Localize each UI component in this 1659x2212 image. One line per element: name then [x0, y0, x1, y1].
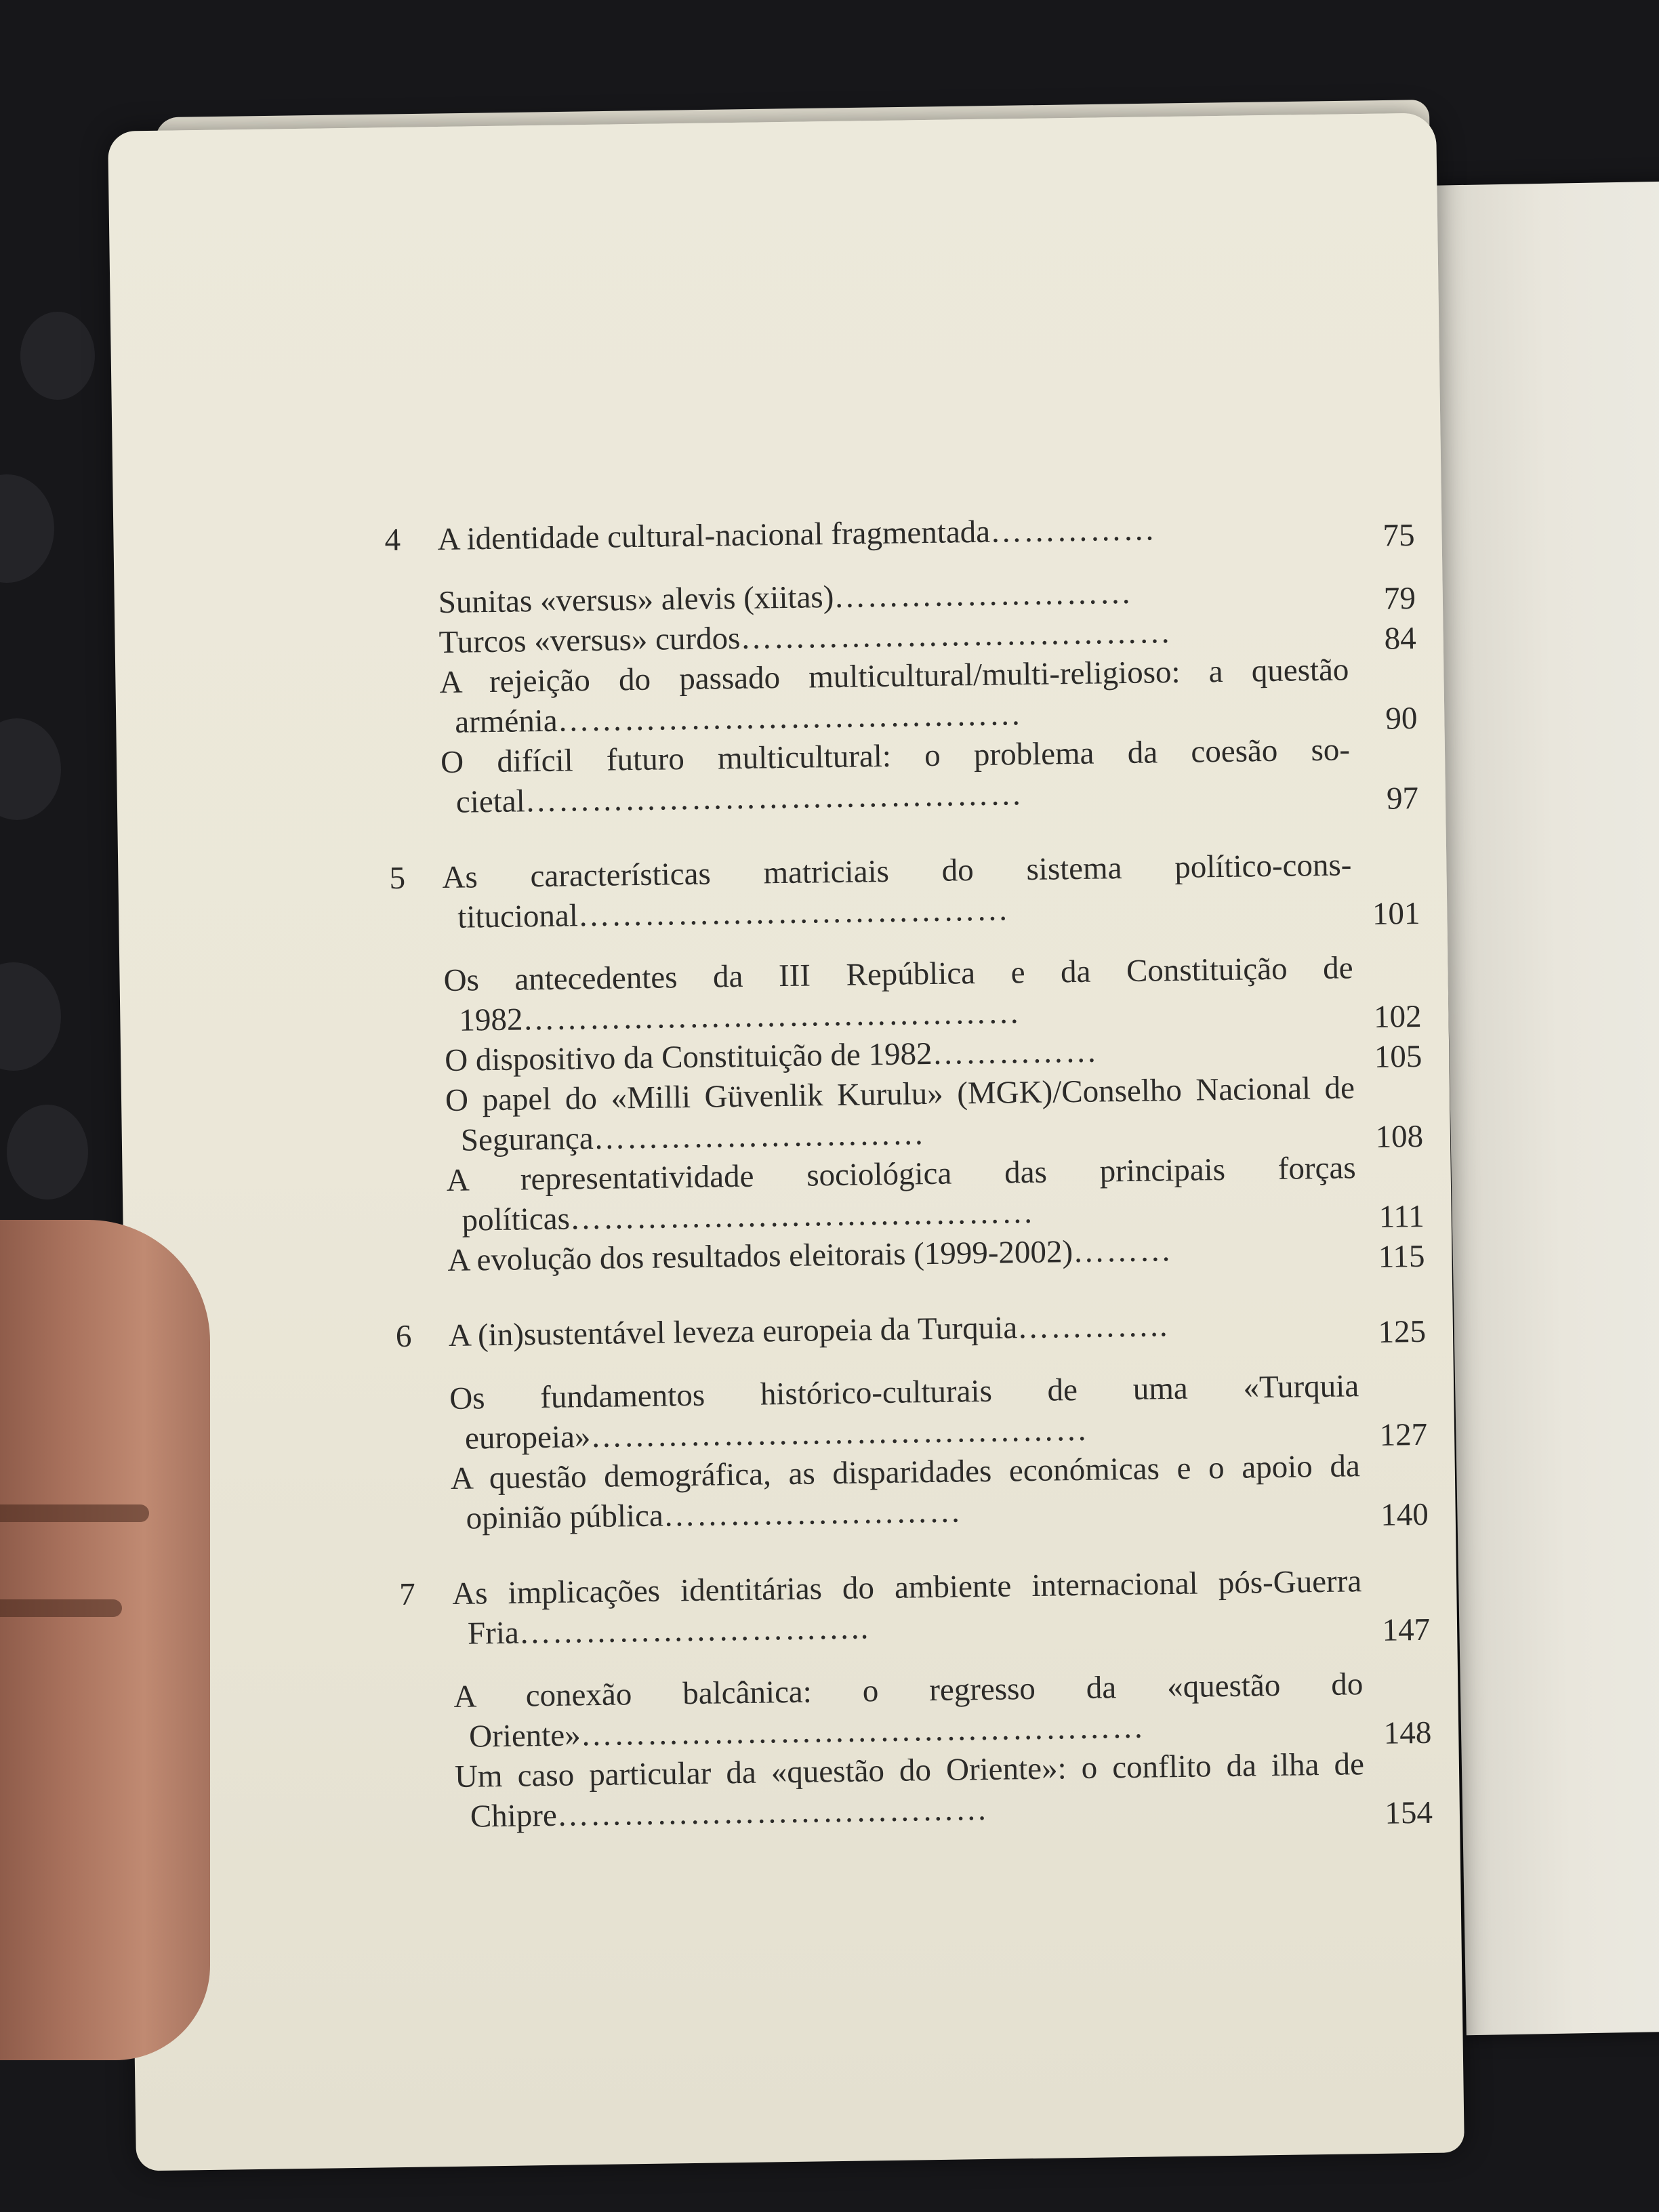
thumb [0, 1220, 210, 2060]
section-title: A rejeição do passado multicultural/multi-religioso: a questão arménia [439, 652, 1349, 740]
section-entry: A representatividade sociológica das principais forças políticas…………………………………… 111 [446, 1150, 1425, 1238]
page-number: 111 [1378, 1198, 1425, 1235]
chapter-entry: 5 As características matriciais do sistema político-cons-titucional………………………………… 101 [389, 847, 1420, 935]
section-entry: Um caso particular da «questão do Oriente»: o conflito da ilha de Chipre………………………………… 154 [454, 1746, 1433, 1835]
section-entry: A rejeição do passado multicultural/multi-religioso: a questão arménia…………………………………… 90 [439, 652, 1418, 740]
book-page [108, 112, 1465, 2171]
section-title: A representatividade sociológica das principais forças políticas [446, 1150, 1356, 1238]
page-number: 90 [1385, 700, 1418, 737]
section-entry: O difícil futuro multicultural: o problema da coesão so-cietal……………………………………… 97 [440, 732, 1419, 820]
background-dot [0, 718, 61, 820]
section-entry: A questão demográfica, as disparidades económicas e o apoio da opinião pública……………………… 140 [450, 1448, 1429, 1536]
chapter-title: A identidade cultural-nacional fragmentada [437, 514, 991, 558]
page-number: 140 [1380, 1496, 1429, 1533]
section-title: O dispositivo da Constituição de 1982 [444, 1036, 933, 1079]
section-title: Turcos «versus» curdos [438, 620, 741, 661]
chapter-title: As características matriciais do sistema político-cons-titucional [442, 847, 1352, 935]
page-number: 148 [1383, 1715, 1432, 1751]
section-title: Um caso particular da «questão do Oriente»: o conflito da ilha de Chipre [454, 1746, 1365, 1835]
section-entry: A conexão balcânica: o regresso da «questão do Oriente»…………………………………………… 148 [453, 1666, 1432, 1755]
page-number: 105 [1374, 1038, 1422, 1075]
toc-chapter-5 [389, 844, 1425, 1282]
chapter-entry: 6 A (in)sustentável leveza europeia da Turquia………….. 125 [396, 1303, 1427, 1357]
page-number: 79 [1383, 580, 1416, 617]
chapter-title: A (in)sustentável leveza europeia da Turquia [448, 1310, 1018, 1353]
section-title: Os fundamentos histórico-culturais de uma «Turquia europeia» [449, 1368, 1359, 1456]
section-title: O papel do «Milli Güvenlik Kurulu» (MGK)/Conselho Nacional de Segurança [445, 1070, 1355, 1158]
background-dot [7, 1105, 88, 1200]
background-dot [0, 474, 54, 583]
table-of-contents [384, 506, 1433, 1873]
section-entry: O dispositivo da Constituição de 1982…………… 105 [444, 1033, 1422, 1079]
chapter-number: 6 [395, 1318, 412, 1355]
section-entry: Os fundamentos histórico-culturais de uma «Turquia europeia»……………………………………… 127 [449, 1368, 1428, 1456]
background-dot [0, 962, 61, 1071]
section-entry: Sunitas «versus» alevis (xiitas)……………………… 79 [438, 575, 1416, 621]
page-number: 125 [1378, 1313, 1427, 1350]
background-dot [20, 312, 95, 400]
chapter-number: 5 [389, 860, 406, 897]
toc-chapter-6 [396, 1303, 1429, 1540]
page-number: 127 [1379, 1416, 1428, 1453]
section-title: A evolução dos resultados eleitorais (1999-2002) [447, 1234, 1073, 1278]
section-title: Os antecedentes da III República e da Constituição de 1982 [443, 950, 1353, 1038]
chapter-number: 4 [384, 522, 401, 558]
page-number: 147 [1382, 1612, 1431, 1648]
toc-chapter-7 [399, 1561, 1433, 1838]
thumb-crease [0, 1599, 122, 1617]
chapter-entry: 4 A identidade cultural-nacional fragmentada…………… 75 [384, 506, 1415, 560]
page-number: 75 [1382, 517, 1415, 554]
section-title: Sunitas «versus» alevis (xiitas) [438, 579, 834, 621]
thumb-crease [0, 1504, 149, 1522]
page-number: 84 [1384, 620, 1417, 657]
facing-page [1434, 181, 1659, 2036]
page-number: 97 [1386, 780, 1419, 817]
page-number: 108 [1375, 1118, 1424, 1155]
section-entry: A evolução dos resultados eleitorais (1999-2002)……… 115 [447, 1233, 1425, 1278]
page-number: 102 [1373, 998, 1422, 1035]
page-number: 101 [1372, 895, 1420, 932]
toc-chapter-4 [384, 506, 1418, 823]
section-entry: Turcos «versus» curdos………………………………… 84 [438, 614, 1417, 661]
page-number: 115 [1378, 1238, 1425, 1275]
section-entry: Os antecedentes da III República e da Constituição de 1982……………………………………… 102 [443, 950, 1422, 1038]
chapter-title: As implicações identitárias do ambiente internacional pós-Guerra Fria [451, 1563, 1362, 1652]
section-title: A conexão balcânica: o regresso da «questão do Oriente» [453, 1666, 1364, 1755]
section-title: O difícil futuro multicultural: o problema da coesão so-cietal [440, 732, 1351, 820]
chapter-entry: 7 As implicações identitárias do ambiente internacional pós-Guerra Fria………………………….. 147 [398, 1563, 1431, 1652]
section-title: A questão demográfica, as disparidades económicas e o apoio da opinião pública [450, 1448, 1361, 1536]
chapter-number: 7 [398, 1576, 416, 1613]
section-entry: O papel do «Milli Güvenlik Kurulu» (MGK)/Conselho Nacional de Segurança………………………… 108 [445, 1070, 1424, 1158]
page-number: 154 [1385, 1795, 1433, 1831]
